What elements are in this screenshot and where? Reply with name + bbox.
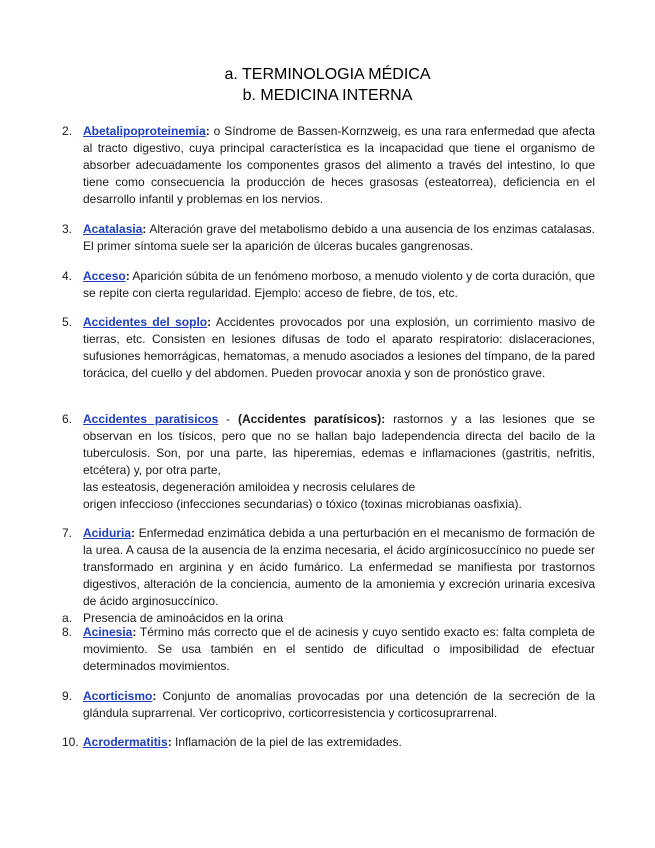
term-separator: :: [167, 735, 172, 749]
term-link-acrodermatitis[interactable]: Acrodermatitis: [83, 735, 168, 749]
term-link-accidentes-del-soplo[interactable]: Accidentes del soplo: [83, 315, 208, 329]
entry-acinesia: [62, 624, 595, 675]
entry-definition: Conjunto de anomalías provocadas por una detención de la secreción de la glándula suprarrenal. Ver corticoprivo, corticorresistencia y corticosuprarrenal.: [83, 689, 595, 720]
entry-definition: Alteración grave del metabolismo debido a una ausencia de los enzimas catalasas. El primer síntoma suele ser la aparición de úlceras bucales gangrenosas.: [83, 222, 595, 253]
entry-definition: o Síndrome de Bassen-Kornzweig, es una rara enfermedad que afecta al tracto digestivo, cuya principal característica es la incapacidad que tiene el organismo de absorber adecuadamente los componentes grasos del alimento a través del intestino, lo que tiene como consecuencia la producción de heces grasosas (esteatorrea), deficiencia en el desarrollo infantil y problemas en los nervios.: [83, 124, 595, 206]
entry-acatalasia: [62, 221, 595, 255]
title-medicina-interna: b. MEDICINA INTERNA: [242, 87, 413, 104]
entry-definition: Término más correcto que el de acinesis y cuyo sentido exacto es: falta completa de movimiento. Se usa también en el sentido de dificultad o imposibilidad de efectuar determinados movimientos.: [83, 625, 595, 673]
entry-number: 10.: [62, 735, 79, 749]
term-separator: :: [152, 689, 157, 703]
entry-accidentes-paratisicos: [62, 411, 595, 513]
entry-abetalipoproteinemia: [62, 123, 595, 208]
entry-definition: Enfermedad enzimática debida a una perturbación en el mecanismo de formación de la urea. A causa de la ausencia de la enzima necesaria, el ácido argínicosuccínico no puede ser transformado en arginina y en ácido fumárico. La enfermedad se manifiesta por trastornos digestivos, alteración de la conciencia, aumento de la amoniemia y excreción urinaria excesiva de ácido arginosuccínico.: [83, 526, 595, 608]
entry-aciduria: [62, 525, 595, 610]
term-separator: :: [205, 124, 210, 138]
term-separator: :: [131, 526, 136, 540]
entry-definition: Aparición súbita de un fenómeno morboso, a menudo violento y de corta duración, que se repite con cierta regularidad. Ejemplo: acceso de fiebre, de tos, etc.: [83, 269, 596, 300]
term-link-acceso[interactable]: Acceso: [83, 269, 126, 283]
title-terminologia: a. TERMINOLOGIA MÉDICA: [224, 66, 431, 83]
term-link-acatalasia[interactable]: Acatalasia: [83, 222, 143, 236]
entry-acorticismo: [62, 688, 595, 722]
document-titles: [0, 64, 655, 106]
term-link-acorticismo[interactable]: Acorticismo: [83, 689, 153, 703]
term-link-accidentes-paratisicos[interactable]: Accidentes paratisicos: [83, 412, 219, 426]
term-separator: :: [132, 625, 137, 639]
entry-definition: Inflamación de la piel de las extremidades.: [175, 735, 402, 749]
term-separator: :: [125, 269, 130, 283]
term-link-aciduria[interactable]: Aciduria: [83, 526, 132, 540]
entry-definition: Accidentes provocados por una explosión, un corrimiento masivo de tierras, etc. Consisten en lesiones difusas de todo el aparato respiratorio: dislaceraciones, sufusiones hemorrágicas, hematomas, a menudo asociados a lesiones del tímpano, de la pared torácica, del cuello y del abdomen. Pueden provocar anoxia y son de pronóstico grave.: [83, 315, 596, 380]
sub-item-text: Presencia de aminoácidos en la orina: [83, 611, 284, 625]
entry-number: 6.: [62, 412, 73, 426]
sub-item-letter: a.: [62, 611, 73, 625]
entry-number: 2.: [62, 124, 73, 138]
entry-acceso: [62, 268, 596, 302]
entry-definition-line-2: las esteatosis, degeneración amiloidea y necrosis celulares de: [83, 480, 416, 494]
entry-number: 4.: [62, 269, 73, 283]
entry-number: 8.: [62, 625, 73, 639]
entry-definition: rastornos y a las lesiones que se observan en los tísicos, pero que no se hallan bajo ladependencia directa del bacilo de la tuberculosis. Son, por una parte, las hiperemias, edemas e inflamaciones (gastritis, nefritis, etcétera) y, por otra parte,: [83, 412, 595, 477]
term-separator: :: [142, 222, 147, 236]
entry-definition-line-3: origen infeccioso (infecciones secundarias) o tóxico (toxinas microbianas oasfixia).: [83, 497, 522, 511]
entry-accidentes-del-soplo: [62, 314, 596, 382]
entry-number: 9.: [62, 689, 73, 703]
term-link-abetalipoproteinemia[interactable]: Abetalipoproteinemia: [83, 124, 206, 138]
entry-acrodermatitis: [62, 734, 595, 751]
entry-number: 7.: [62, 526, 73, 540]
term-separator: -: [218, 412, 238, 426]
entry-number: 5.: [62, 315, 73, 329]
term-separator: :: [207, 315, 212, 329]
entry-number: 3.: [62, 222, 73, 236]
term-alternate-spelling: (Accidentes paratísicos):: [237, 412, 386, 426]
term-link-acinesia[interactable]: Acinesia: [83, 625, 133, 639]
